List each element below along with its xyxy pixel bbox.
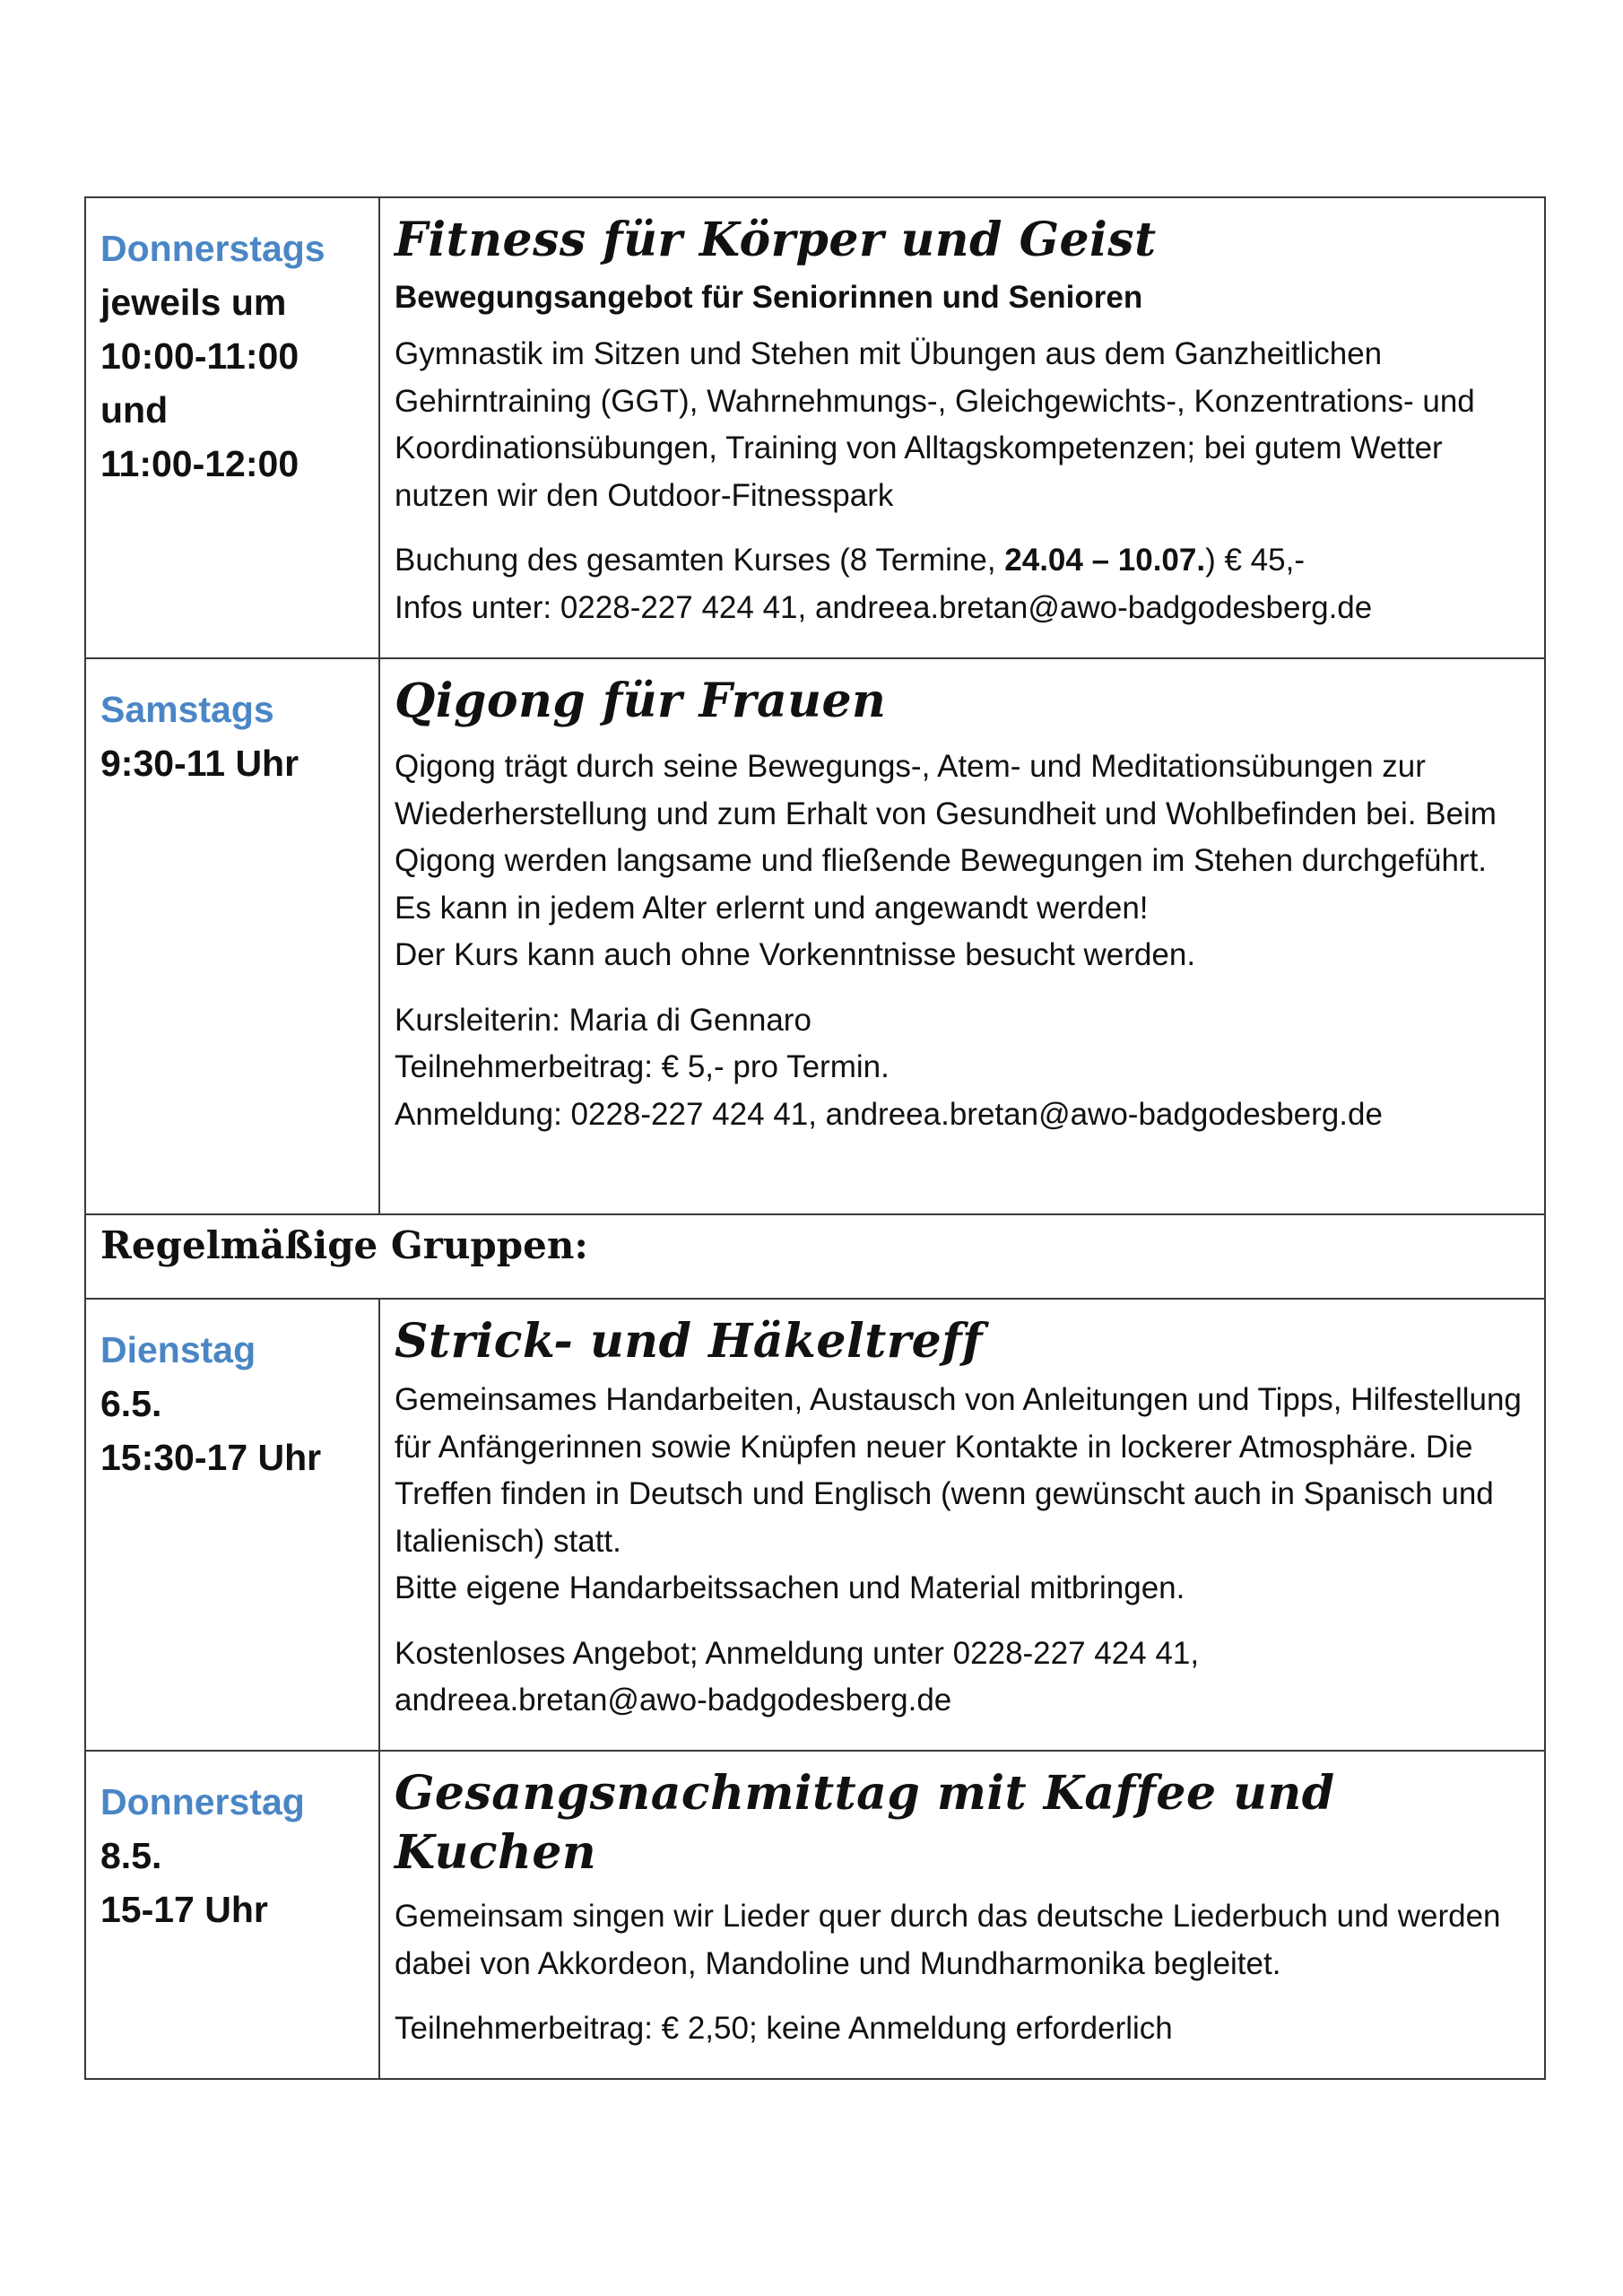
contact-info: Infos unter: 0228-227 424 41, andreea.bretan@awo-badgodesberg.de [395, 589, 1373, 625]
event-row-qigong [85, 658, 1545, 1214]
contact-line: Kostenloses Angebot; Anmeldung unter 0228-227 424 41, [395, 1635, 1200, 1671]
booking-dates: 24.04 – 10.07. [1004, 543, 1206, 578]
event-details-cell [379, 197, 1545, 658]
event-schedule-cell [85, 1299, 379, 1751]
event-contact-info [395, 997, 1528, 1139]
event-title: Qigong für Frauen [395, 674, 887, 728]
event-time-line: 8.5. [100, 1835, 162, 1876]
contact-line: andreea.bretan@awo-badgodesberg.de [395, 1683, 952, 1718]
event-day: Donnerstags [100, 228, 325, 269]
event-time-line: 15-17 Uhr [100, 1889, 268, 1930]
section-header-cell [85, 1214, 1545, 1299]
group-row-knitting [85, 1299, 1545, 1751]
event-time-line: 6.5. [100, 1383, 162, 1424]
event-time-line: 11:00-12:00 [100, 443, 299, 484]
section-header-row [85, 1214, 1545, 1299]
participation-fee: Teilnehmerbeitrag: € 2,50; keine Anmeldung erforderlich [395, 2011, 1173, 2046]
event-schedule-table [84, 196, 1546, 2080]
event-contact-info [395, 1631, 1528, 1725]
event-description: Gymnastik im Sitzen und Stehen mit Übungen aus dem Ganzheitlichen Gehirntraining (GGT), Wahrnehmungs-, Gleichgewichts-, Konzentrations- und Koordinationsübungen, Training von Alltagskompetenzen; bei gutem Wetter nutzen wir den Outdoor-Fitnesspark [395, 336, 1475, 513]
description-text: Der Kurs kann auch ohne Vorkenntnisse besucht werden. [395, 937, 1196, 972]
description-text: Bitte eigene Handarbeitssachen und Material mitbringen. [395, 1570, 1185, 1605]
event-title: Gesangsnachmittag mit Kaffee und Kuchen [395, 1766, 1335, 1880]
event-subtitle: Bewegungsangebot für Seniorinnen und Senioren [395, 280, 1143, 315]
event-row-fitness [85, 197, 1545, 658]
event-details-cell [379, 1299, 1545, 1751]
event-time-line: 9:30-11 Uhr [100, 743, 299, 784]
event-schedule-cell [85, 197, 379, 658]
event-time-line: 10:00-11:00 [100, 335, 299, 377]
registration-info: Anmeldung: 0228-227 424 41, andreea.bretan@awo-badgodesberg.de [395, 1096, 1383, 1132]
event-booking-info [395, 537, 1528, 631]
event-day: Donnerstag [100, 1781, 305, 1822]
event-details-cell [379, 1751, 1545, 2079]
participation-fee: Teilnehmerbeitrag: € 5,- pro Termin. [395, 1049, 890, 1084]
description-text: Qigong trägt durch seine Bewegungs-, Atem- und Meditationsübungen zur Wiederherstellung und zum Erhalt von Gesundheit und Wohlbefinden bei. Beim Qigong werden langsame und fließende Bewegungen im Stehen durchgeführt. Es kann in jedem Alter erlernt und angewandt werden! [395, 749, 1497, 926]
booking-suffix: ) € 45,- [1205, 543, 1305, 578]
event-time-line: und [100, 389, 169, 430]
event-description: Gemeinsam singen wir Lieder quer durch das deutsche Liederbuch und werden dabei von Akkordeon, Mandoline und Mundharmonika begleitet. [395, 1899, 1501, 1981]
event-day: Samstags [100, 689, 274, 730]
event-description [395, 1377, 1528, 1613]
event-schedule-cell [85, 1751, 379, 2079]
course-leader: Kursleiterin: Maria di Gennaro [395, 1002, 812, 1038]
event-description [395, 744, 1528, 979]
event-details-cell [379, 658, 1545, 1214]
description-text: Gemeinsames Handarbeiten, Austausch von Anleitungen und Tipps, Hilfestellung für Anfängerinnen sowie Knüpfen neuer Kontakte in lockerer Atmosphäre. Die Treffen finden in Deutsch und Englisch (wenn gewünscht auch in Spanisch und Italienisch) statt. [395, 1382, 1522, 1559]
event-title: Strick- und Häkeltreff [395, 1314, 983, 1369]
event-time-line: jeweils um [100, 282, 287, 323]
event-schedule-cell [85, 658, 379, 1214]
booking-prefix: Buchung des gesamten Kurses (8 Termine, [395, 543, 1005, 578]
section-title: Regelmäßige Gruppen: [100, 1223, 588, 1267]
event-time-line: 15:30-17 Uhr [100, 1437, 322, 1478]
event-day: Dienstag [100, 1329, 256, 1370]
group-row-singing [85, 1751, 1545, 2079]
event-title: Fitness für Körper und Geist [395, 213, 1157, 267]
